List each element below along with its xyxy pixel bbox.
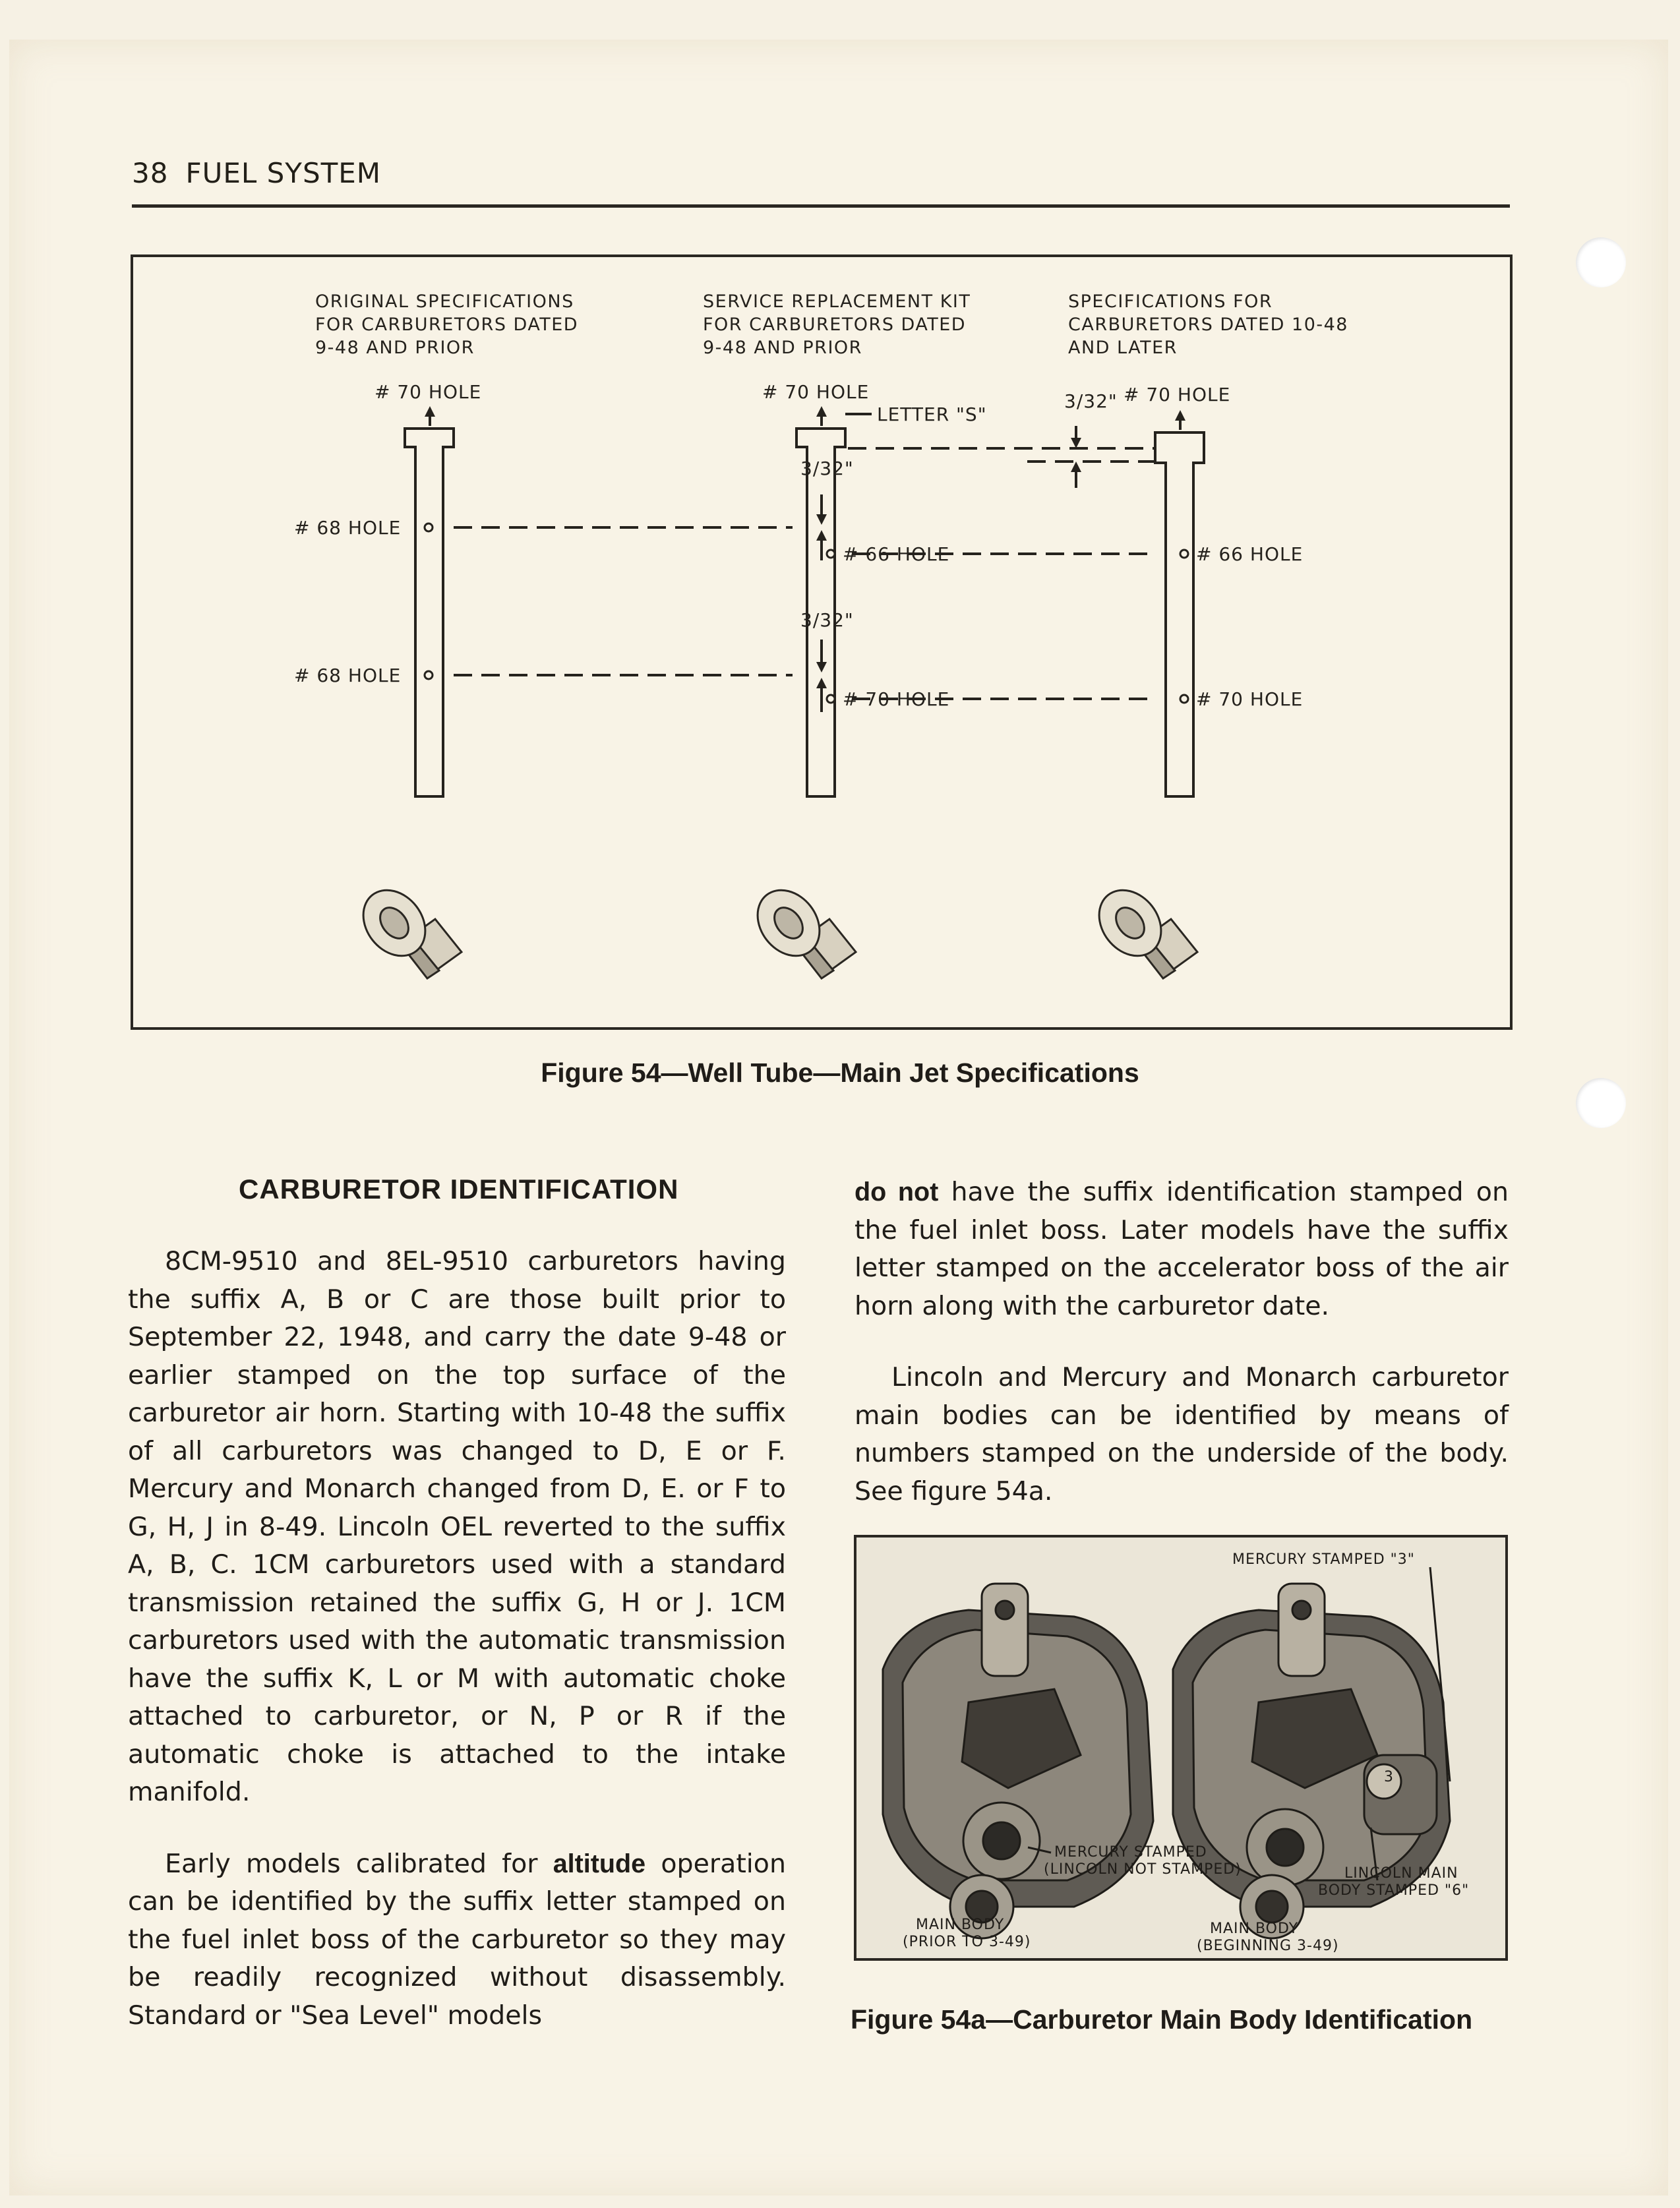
label-66-hole-service-kit: # 66 HOLE (843, 543, 950, 565)
label-letter-s: LETTER "S" (877, 403, 987, 425)
label-70-hole-service-kit: # 70 HOLE (762, 381, 870, 403)
figure-54 (131, 254, 1513, 1030)
label-mercury-stamped-3: MERCURY STAMPED "3" (1232, 1551, 1415, 1568)
punch-hole-top (1576, 237, 1626, 287)
page-number: 38 (132, 157, 169, 189)
main-jet-later (1087, 878, 1197, 978)
label-68-hole-bottom: # 68 HOLE (294, 665, 402, 686)
section-title: CARBURETOR IDENTIFICATION (239, 1174, 679, 1205)
label-68-hole-top: # 68 HOLE (294, 517, 402, 539)
label-70-hole-original: # 70 HOLE (375, 381, 482, 403)
well-tube-original (405, 429, 454, 796)
paragraph-sea-level: do not have the suffix identification stamped on the fuel inlet boss. Later models have the suffix letter stamped on the accelerator boss of the air horn along with the carburetor date. (855, 1177, 1509, 1321)
label-prior-to-3-49: (PRIOR TO 3-49) (903, 1934, 1031, 1950)
page-header (132, 157, 381, 189)
label-70-hole-later-lower: # 70 HOLE (1196, 688, 1304, 710)
paragraph-altitude: Early models calibrated for altitude operation can be identified by the suffix letter stamped on the fuel inlet boss of the carburetor so they may be readily recognized without disassembly. Standard or "Sea Level" models (128, 1848, 786, 2031)
spec-heading-later: SPECIFICATIONS FOR CARBURETORS DATED 10-48 AND LATER (1068, 291, 1348, 358)
right-column (855, 1174, 1509, 1510)
label-beginning-3-49: (BEGINNING 3-49) (1197, 1938, 1339, 1954)
label-main-body-prior: MAIN BODY (916, 1917, 1005, 1933)
paragraph-suffix-history: 8CM-9510 and 8EL-9510 carburetors having the suffix A, B or C are those built prior to September 22, 1948, and carry the date 9-48 or earlier stamped on the top surface of the carburetor air horn. Starting with 10-48 the suffix of all carburetors was changed to D, E or F. Mercury and Monarch changed from D, E. or F to G, H, J in 8-49. Lincoln OEL reverted to the suffix A, B, C. 1CM carburetors used with a standard transmission retained the suffix G, H or J. 1CM carburetors used with the automatic transmission have the suffix K, L or M with automatic choke attached to carburetor, or N, P or R if the automatic choke is attached to the intake manifold. (128, 1246, 786, 1807)
label-dimension-top: 3/32" (1064, 390, 1118, 412)
label-stamp-3: 3 (1384, 1769, 1394, 1785)
section-name: FUEL SYSTEM (185, 157, 382, 189)
emphasis-do-not: do not (855, 1178, 939, 1207)
main-jet-service-kit (745, 878, 856, 978)
label-70-hole-later: # 70 HOLE (1124, 384, 1231, 405)
figure-54a (854, 1535, 1508, 1961)
spec-heading-service-kit: SERVICE REPLACEMENT KIT FOR CARBURETORS DATED 9-48 AND PRIOR (703, 291, 971, 358)
figure-54-caption: Figure 54—Well Tube—Main Jet Specifications (541, 1058, 1139, 1088)
label-main-body-beginning: MAIN BODY (1210, 1921, 1299, 1937)
label-dimension-lower: 3/32" (800, 609, 854, 631)
label-mercury-stamped: MERCURY STAMPED (1054, 1844, 1207, 1861)
well-tube-later (1155, 433, 1204, 796)
label-lincoln-main: LINCOLN MAIN (1344, 1865, 1458, 1882)
figure-54a-caption: Figure 54a—Carburetor Main Body Identification (851, 2004, 1473, 2035)
header-rule (132, 204, 1510, 208)
main-jet-original (351, 878, 462, 978)
paragraph-main-bodies: Lincoln and Mercury and Monarch carburetor main bodies can be identified by means of numbers stamped on the underside of the body. See figure 54a. (855, 1362, 1509, 1507)
label-lincoln-not-stamped: (LINCOLN NOT STAMPED) (1044, 1861, 1242, 1878)
label-body-stamped-6: BODY STAMPED "6" (1318, 1882, 1470, 1899)
spec-heading-original: ORIGINAL SPECIFICATIONS FOR CARBURETORS DATED 9-48 AND PRIOR (315, 291, 579, 358)
label-66-hole-later: # 66 HOLE (1196, 543, 1304, 565)
label-70-hole-service-kit-lower: # 70 HOLE (843, 688, 950, 710)
left-column (128, 1243, 786, 2035)
well-tube-diagram (133, 257, 1510, 1027)
label-dimension-upper: 3/32" (800, 458, 854, 479)
emphasis-altitude: altitude (553, 1849, 646, 1878)
carburetor-main-body-photo (856, 1537, 1505, 1958)
